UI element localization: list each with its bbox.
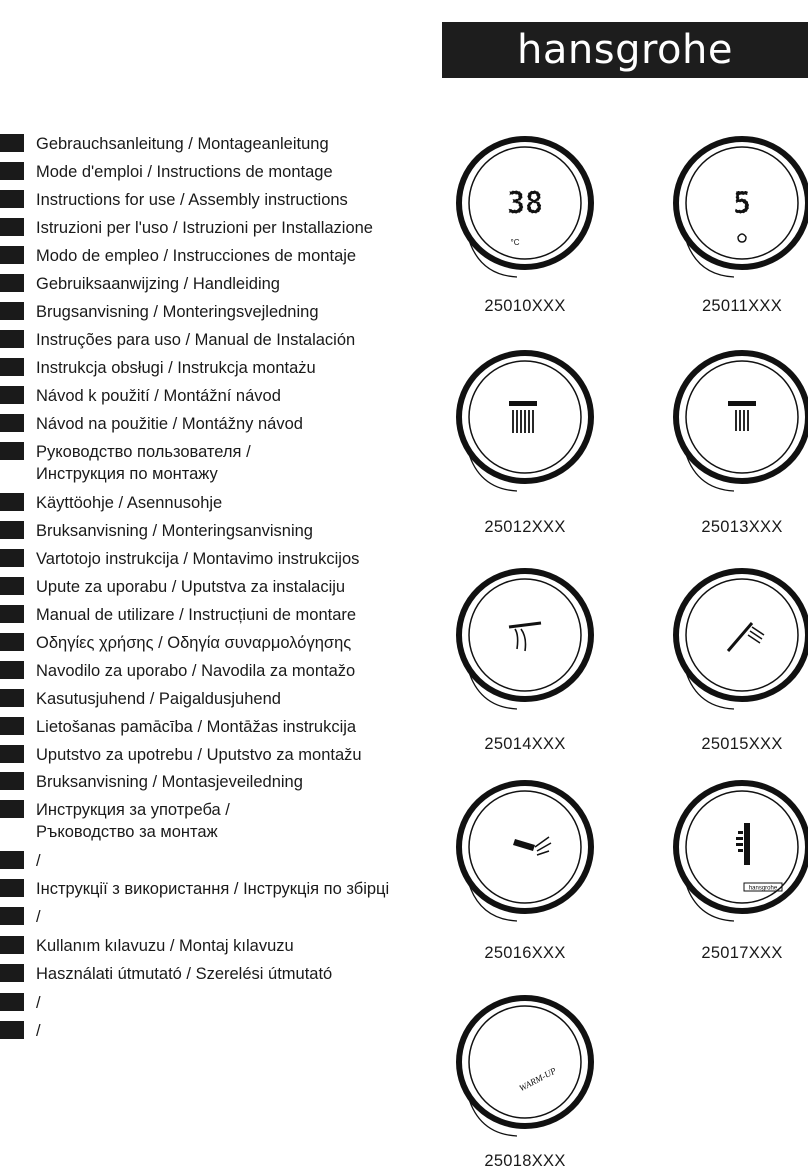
language-label: Kasutusjuhend / Paigaldusjuhend (36, 690, 281, 708)
product-card (648, 125, 808, 316)
language-label: Návod na použitie / Montážny návod (36, 415, 303, 433)
language-item (0, 906, 41, 928)
language-marker (0, 936, 24, 954)
language-label: Brugsanvisning / Monteringsvejledning (36, 303, 319, 321)
language-label: Használati útmutató / Szerelési útmutató (36, 965, 333, 983)
language-label: Modo de empleo / Instrucciones de montaje (36, 247, 357, 265)
language-marker (0, 246, 24, 264)
brand-name: hansgrohe (517, 27, 733, 73)
language-marker (0, 134, 24, 152)
product-card (648, 345, 808, 537)
language-marker (0, 717, 24, 735)
language-marker (0, 549, 24, 567)
product-card (445, 565, 605, 754)
product-card (445, 345, 605, 537)
product-card (445, 775, 605, 963)
language-marker (0, 1021, 24, 1039)
language-label: Instrukcja obsługi / Instrukcja montażu (36, 359, 316, 377)
language-label: Návod k použití / Montážní návod (36, 387, 281, 405)
warm-up-icon (445, 990, 605, 1152)
language-label: Instructions for use / Assembly instructions (36, 191, 348, 209)
language-item (0, 963, 332, 985)
language-marker (0, 745, 24, 763)
language-marker (0, 493, 24, 511)
language-label: Инструкция за употреба / Ръководство за монтаж (36, 801, 230, 841)
language-marker (0, 358, 24, 376)
language-marker (0, 800, 24, 818)
language-item (0, 548, 359, 570)
water-drop-icon (738, 234, 746, 242)
temperature-display-icon (445, 125, 605, 295)
language-marker (0, 274, 24, 292)
language-marker (0, 851, 24, 869)
language-item (0, 441, 251, 485)
language-label: Istruzioni per l'uso / Istruzioni per Installazione (36, 219, 373, 237)
language-label: / (36, 852, 41, 870)
language-item (0, 744, 362, 766)
body-shower-icon (648, 775, 808, 940)
product-code: 25015XXX (701, 735, 783, 753)
product-code: 25016XXX (484, 944, 566, 962)
language-marker (0, 661, 24, 679)
language-item (0, 133, 329, 155)
overhead-shower-alt-icon (648, 345, 808, 510)
side-shower-icon (445, 775, 605, 940)
display-unit: °C (510, 238, 520, 247)
language-marker (0, 993, 24, 1011)
display-value: 38 (506, 186, 544, 221)
language-marker (0, 162, 24, 180)
language-label: Руководство пользователя / Инструкция по монтажу (36, 443, 251, 483)
product-card (648, 775, 808, 963)
language-marker (0, 879, 24, 897)
language-marker (0, 521, 24, 539)
language-marker (0, 633, 24, 651)
product-code: 25018XXX (484, 1152, 566, 1170)
product-code: 25017XXX (701, 944, 783, 962)
language-marker (0, 577, 24, 595)
language-marker (0, 330, 24, 348)
language-label: Upute za uporabu / Uputstva za instalaciju (36, 578, 346, 596)
language-label: Gebruiksaanwijzing / Handleiding (36, 275, 280, 293)
language-label: / (36, 908, 41, 926)
language-item (0, 604, 356, 626)
brand-logo (442, 22, 808, 78)
language-label: Vartotojo instrukcija / Montavimo instrukcijos (36, 550, 360, 568)
language-item (0, 632, 351, 654)
language-label: Instruções para uso / Manual de Instalación (36, 331, 356, 349)
language-item (0, 799, 230, 843)
language-label: Οδηγίες χρήσης / Οδηγία συναρμολόγησης (36, 634, 352, 652)
language-marker (0, 414, 24, 432)
spout-icon (445, 565, 605, 727)
language-label: Bruksanvisning / Monteringsanvisning (36, 522, 313, 540)
language-item (0, 771, 303, 793)
language-marker (0, 386, 24, 404)
language-item (0, 660, 355, 682)
language-marker (0, 605, 24, 623)
language-item (0, 217, 373, 239)
language-item (0, 492, 222, 514)
language-marker (0, 190, 24, 208)
product-card (648, 565, 808, 754)
language-label: Kullanım kılavuzu / Montaj kılavuzu (36, 937, 294, 955)
language-item (0, 329, 355, 351)
hand-shower-icon (648, 565, 808, 727)
language-item (0, 301, 319, 323)
language-label: Інструкції з використання / Інструкція по збірці (36, 880, 390, 898)
language-label: Gebrauchsanleitung / Montageanleitung (36, 135, 329, 153)
language-label: Navodilo za uporabo / Navodila za montažo (36, 662, 356, 680)
language-item (0, 520, 313, 542)
product-code: 25013XXX (701, 518, 783, 536)
language-marker (0, 964, 24, 982)
badge-label: hansgrohe (748, 885, 778, 892)
product-code: 25012XXX (484, 518, 566, 536)
language-item (0, 878, 389, 900)
language-marker (0, 302, 24, 320)
language-label: Käyttöohje / Asennusohje (36, 494, 223, 512)
language-item (0, 385, 281, 407)
language-item (0, 413, 303, 435)
language-item (0, 161, 333, 183)
product-code: 25014XXX (484, 735, 566, 753)
language-marker (0, 907, 24, 925)
language-marker (0, 772, 24, 790)
language-item (0, 935, 294, 957)
product-card (445, 990, 605, 1171)
flow-display-icon (648, 125, 808, 295)
language-label: / (36, 1022, 41, 1040)
language-label: / (36, 994, 41, 1012)
language-item (0, 1020, 41, 1042)
language-item (0, 576, 345, 598)
language-item (0, 273, 280, 295)
language-marker (0, 218, 24, 236)
display-value: 5 (732, 186, 752, 221)
overhead-shower-icon (445, 345, 605, 510)
language-marker (0, 689, 24, 707)
language-label: Lietošanas pamācība / Montāžas instrukcija (36, 718, 357, 736)
language-label: Uputstvo za upotrebu / Uputstvo za montažu (36, 746, 362, 764)
language-item (0, 245, 356, 267)
product-code: 25011XXX (701, 297, 783, 315)
product-code: 25010XXX (484, 297, 566, 315)
language-label: Mode d'emploi / Instructions de montage (36, 163, 333, 181)
language-label: Manual de utilizare / Instrucțiuni de montare (36, 606, 357, 624)
product-card (445, 125, 605, 316)
language-marker (0, 442, 24, 460)
language-item (0, 716, 356, 738)
warm-up-label: WARM-UP (517, 1065, 558, 1094)
language-item (0, 357, 316, 379)
language-item (0, 992, 41, 1014)
language-item (0, 688, 281, 710)
language-item (0, 850, 41, 872)
language-label: Bruksanvisning / Montasjeveiledning (36, 773, 303, 791)
language-item (0, 189, 348, 211)
